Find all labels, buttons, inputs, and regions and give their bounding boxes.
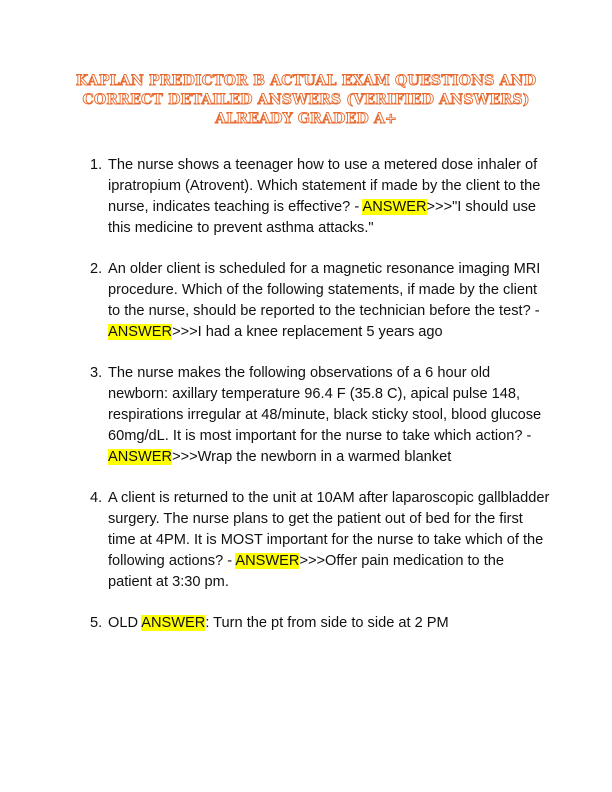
question-stem: The nurse shows a teenager how to use a metered dose inhaler of ipratropium (Atrovent). Which statement if made by the client to the nurse, indicates teaching is effective? - bbox=[108, 157, 541, 215]
answer-text: >>>"I should use this medicine to prevent asthma attacks." bbox=[108, 199, 536, 236]
title-line: CORRECT DETAILED ANSWERS (VERIFIED ANSWERS) bbox=[82, 92, 530, 108]
question-stem: The nurse makes the following observations of a 6 hour old newborn: axillary temperature 96.4 F (35.8 C), apical pulse 148, respirations irregular at 48/minute, black sticky stool, blood glucose 60mg/dL. It is most important for the nurse to take which action? - bbox=[108, 365, 542, 444]
question-stem: An older client is scheduled for a magnetic resonance imaging MRI procedure. Which of the following statements, if made by the client to the nurse, should be reported to the technician before the test? - bbox=[108, 261, 541, 319]
question-text bbox=[108, 615, 449, 631]
question-stem: A client is returned to the unit at 10AM after laparoscopic gallbladder surgery. The nurse plans to get the patient out of bed for the first time at 4PM. It is MOST important for the nurse to take which of the following actions? - bbox=[108, 490, 550, 569]
question-item bbox=[90, 259, 550, 343]
question-item bbox=[90, 363, 550, 468]
document-title bbox=[60, 72, 552, 129]
question-stem: OLD bbox=[108, 615, 142, 631]
answer-highlight: ANSWER bbox=[108, 449, 173, 465]
answer-text: >>>Wrap the newborn in a warmed blanket bbox=[172, 449, 452, 465]
question-text bbox=[108, 490, 549, 590]
title-line: ALREADY GRADED A+ bbox=[215, 111, 397, 127]
question-text bbox=[108, 365, 541, 465]
question-number: 3. bbox=[90, 365, 103, 381]
answer-text: >>>I had a knee replacement 5 years ago bbox=[172, 324, 443, 340]
question-number: 2. bbox=[90, 261, 103, 277]
question-item bbox=[90, 613, 550, 634]
question-number: 4. bbox=[90, 490, 103, 506]
answer-highlight: ANSWER bbox=[362, 199, 427, 215]
question-item bbox=[90, 155, 550, 239]
answer-text: >>>Offer pain medication to the patient at 3:30 pm. bbox=[108, 553, 505, 590]
question-number: 1. bbox=[90, 157, 103, 173]
question-number: 5. bbox=[90, 615, 103, 631]
question-item bbox=[90, 488, 550, 593]
question-list bbox=[90, 155, 550, 654]
answer-highlight: ANSWER bbox=[108, 324, 173, 340]
title-line: KAPLAN PREDICTOR B ACTUAL EXAM QUESTIONS AND bbox=[75, 73, 537, 89]
answer-highlight: ANSWER bbox=[141, 615, 206, 631]
question-text bbox=[108, 157, 540, 236]
answer-highlight: ANSWER bbox=[235, 553, 300, 569]
answer-text: : Turn the pt from side to side at 2 PM bbox=[205, 615, 449, 631]
question-text bbox=[108, 261, 540, 340]
